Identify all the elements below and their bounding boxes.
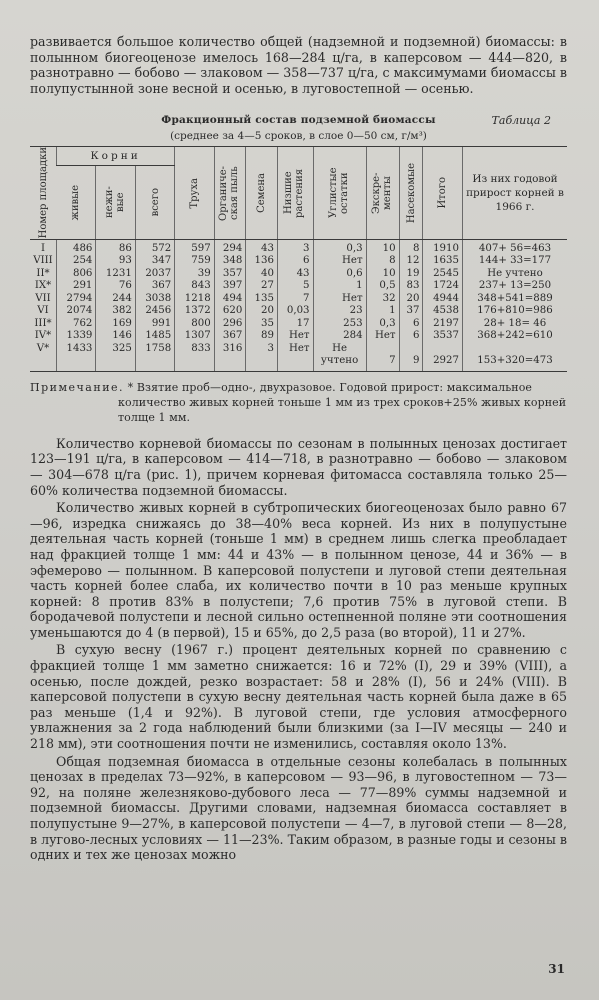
- paragraph: Количество живых корней в субтропических биогеоценозах было равно 67—96, изредка снижаясь до 38—40% веса корней. Из них в полупустыне деятельная часть корней (тоньше 1 мм) в среднем лишь слегка преобладает над фракцией толще 1 мм: 44 и 43% — в полынном ценозе, 44 и 36% — в эфемерово — полынном. В каперсовой полустепи и луговой степи деятельная часть корней более слабa, их количество почти в 10 раз меньше крупных корней: 8 против 83% в полустепи; 7,6 против 75% в луговой степи. В бородачевой полустепи и лесной сильно остепненной поляне эти соотношения уменьшаются до 4 (в первой), 15 и 65%, до 2,5 раза (во второй), 11 и 27%.: [30, 500, 567, 640]
- note-label: Примечание.: [30, 380, 125, 394]
- body-text: [30, 436, 567, 863]
- header-dead: нежи-вые: [96, 165, 135, 239]
- header-sum: Итого: [423, 147, 463, 239]
- biomass-table: [30, 146, 567, 371]
- intro-paragraph: развивается большое количество общей (надземной и подземной) биомассы: в полынном биогеоценозе имелось 168—284 ц/га, в каперсовом — 444—820, в разнотравно — бобово — злаковом — 358—737 ц/га, с максимумами биомассы в полупустынной зоне весной и осенью, в луговостепной — осенью.: [30, 34, 567, 96]
- header-insects: Насекомые: [399, 147, 423, 239]
- header-lower-plants: Низшие растения: [278, 147, 314, 239]
- table-subtitle: (среднее за 4—5 сроков, в слое 0—50 см, г/м³): [170, 130, 427, 143]
- header-trash: Труха: [175, 147, 214, 239]
- header-roots-group: Корни: [57, 147, 175, 165]
- table-row: I 486 86 572 597 294 43 3 0,3 10 8 1910 407+ 56=463: [30, 239, 567, 255]
- header-coal: Углистые остатки: [313, 147, 366, 239]
- table-2: [30, 114, 567, 424]
- table-row: учтено 7 9 2927 153+320=473: [30, 355, 567, 371]
- table-row: V* 1433 325 1758 833 316 3 Нет Не: [30, 343, 567, 356]
- table-row: VIII 254 93 347 759 348 136 6 Нет 8 12 1635 144+ 33=177: [30, 255, 567, 268]
- table-row: IV* 1339 146 1485 1307 367 89 Нет 284 Нет 6 3537 368+242=610: [30, 330, 567, 343]
- table-row: VII 2794 244 3038 1218 494 135 7 Нет 32 20 4944 348+541=889: [30, 293, 567, 306]
- paragraph: Количество корневой биомассы по сезонам в полынных ценозах достигает 123—191 ц/га, в каперсовом — 414—718, в разнотравно — бобово — злаковом — 304—678 ц/га (рис. 1), причем корневая фитомасса составляла только 25—60% количества подземной биомассы.: [30, 435, 567, 498]
- header-excrements: Экскре-менты: [366, 147, 399, 239]
- table-row: II* 806 1231 2037 39 357 40 43 0,6 10 19 2545 Не учтено: [30, 268, 567, 281]
- note-text: * Взятие проб—одно-, двухразовое. Годовой прирост: максимальное количество живых корней тоньше 1 мм из трех сроков+25% живых корней толще 1 мм.: [118, 380, 567, 424]
- header-live: живые: [57, 165, 96, 239]
- table-row: III* 762 169 991 800 296 35 17 253 0,3 6 2197 28+ 18= 46: [30, 318, 567, 331]
- page-number: 31: [548, 962, 565, 976]
- header-annual-growth: Из них годовой прирост корней в 1966 г.: [463, 147, 568, 239]
- table-row: VI 2074 382 2456 1372 620 20 0,03 23 1 37 4538 176+810=986: [30, 305, 567, 318]
- paragraph: Общая подземная биомасса в отдельные сезоны колебалась в полынных ценозах в пределах 73—92%, в каперсовом — 93—96, в луговостепном — 73—92, на поляне железняково-дубового леса — 77—89% суммы надземной и подземной биомассы. Другими словами, надземная биомасса составляет в полупустыне 9—27%, в каперсовой полустепи — 4—7, в луговой степи — 8—28, в лугово-лесных условиях — 11—23%. Таким образом, в разные годы и сезоны в одних и тех же ценозах можно: [30, 753, 567, 863]
- header-organic-dust: Органиче-ская пыль: [214, 147, 246, 239]
- table-number: Таблица 2: [491, 114, 551, 128]
- header-total: всего: [135, 165, 174, 239]
- table-note: [30, 380, 567, 425]
- table-row: IX* 291 76 367 843 397 27 5 1 0,5 83 1724 237+ 13=250: [30, 280, 567, 293]
- header-plot: Номер площадки: [30, 147, 57, 239]
- table-title: Фракционный состав подземной биомассы: [161, 114, 436, 127]
- table-title-row: [30, 114, 567, 130]
- paragraph: В сухую весну (1967 г.) процент деятельных корней по сравнению с фракцией толще 1 мм заметно снижается: 16 и 72% (I), 29 и 39% (VIII), а осенью, после дождей, резко возрастает: 58 и 28% (I), 56 и 24% (VIII). В каперсовой полустепи в сухую весну деятельная часть корней была даже в 65 раз меньше (1,4 и 92%). В луговой степи, где условия атмосферного увлажнения за 2 года наблюдений были близкими (за I—IV месяцы — 240 и 218 мм), эти соотношения почти не изменились, составляя около 13%.: [30, 642, 567, 752]
- header-seeds: Семена: [246, 147, 278, 239]
